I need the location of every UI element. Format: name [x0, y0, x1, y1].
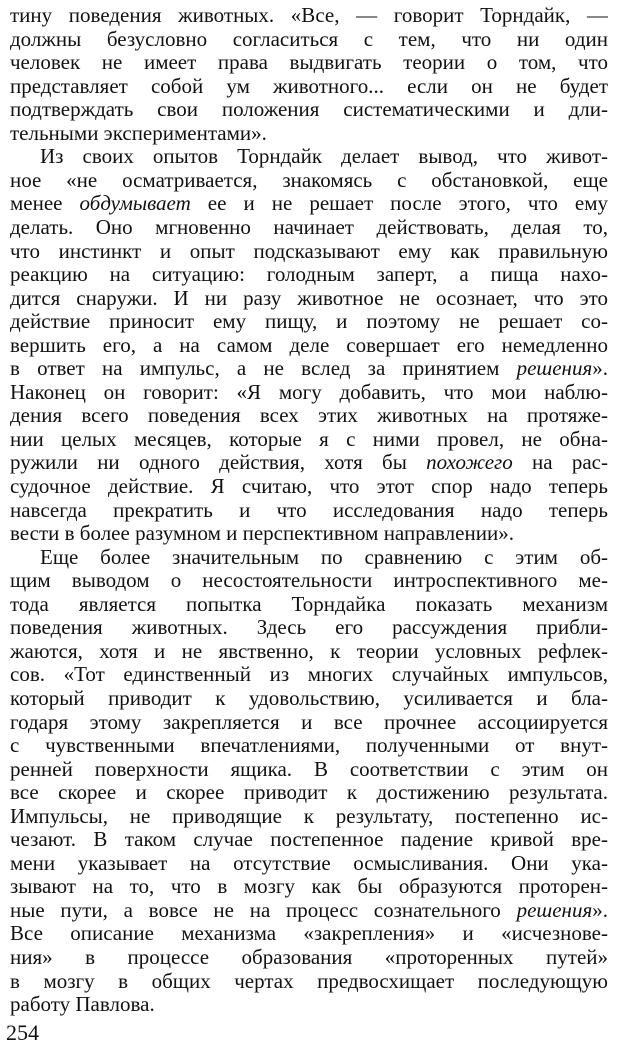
text-line: представляет собой ум животного... если он не будет — [10, 73, 608, 98]
text-line: действие приносит ему пищу, и поэтому не решает со- — [10, 309, 608, 334]
text-line: Еще более значительным по сравнению с этим об- — [40, 544, 608, 569]
text-line: все скорее и скорее приводит к достижению результата. — [10, 780, 608, 805]
text-line: Наконец он говорит: «Я могу добавить, что мои наблю- — [10, 379, 608, 404]
text-line: чезают. В таком случае постепенное падение кривой вре- — [10, 827, 608, 852]
text-line: сов. «Тот единственный из многих случайных импульсов, — [10, 662, 608, 687]
text-line: тода является попытка Торндайка показать механизм — [10, 591, 608, 616]
text-line: в мозгу в общих чертах предвосхищает последующую — [10, 968, 608, 993]
text-line: тину поведения животных. «Все, — говорит Торндайк, — — [10, 3, 608, 27]
text-line: делать. Оно мгновенно начинает действовать, делая то, — [10, 214, 608, 239]
text-line: зывают на то, что в мозгу как бы образуются проторен- — [10, 874, 608, 899]
text-line: ружили ни одного действия, хотя бы похожего на рас- — [10, 450, 608, 475]
text-line: Из своих опытов Торндайк делает вывод, что живот- — [40, 144, 608, 169]
text-line: вершить его, а на самом деле совершает его немедленно — [10, 332, 608, 357]
text-line: Импульсы, не приводящие к результату, постепенно ис- — [10, 803, 608, 828]
text-line: реакцию на ситуацию: голодным заперт, а пища нахо- — [10, 262, 608, 287]
text-line: человек не имеет права выдвигать теории о том, что — [10, 50, 608, 75]
text-line: мени указывает на отсутствие осмысливания. Они ука- — [10, 850, 608, 875]
text-line: менее обдумывает ее и не решает после этого, что ему — [10, 191, 608, 216]
page-number: 254 — [6, 1020, 39, 1045]
text-line: должны безусловно согласиться с тем, что ни один — [10, 26, 608, 51]
text-line: тельными экспериментами». — [10, 120, 267, 145]
text-line: щим выводом о несостоятельности интроспективного ме- — [10, 568, 608, 593]
text-line: судочное действие. Я считаю, что этот спор надо теперь — [10, 474, 608, 498]
text-line: ные пути, а вовсе не на процесс сознательного решения». — [10, 897, 608, 922]
text-line: дится снаружи. И ни разу животное не осознает, что это — [10, 285, 608, 310]
text-line: жаются, хотя и не явственно, к теории условных рефлек- — [10, 638, 608, 663]
text-line: ренней поверхности ящика. В соответствии с этим он — [10, 756, 608, 781]
text-line: ния» в процессе образования «проторенных путей» — [10, 945, 608, 969]
text-line: ное «не осматривается, знакомясь с обстановкой, еще — [10, 167, 608, 192]
text-line: поведения животных. Здесь его рассуждения прибли- — [10, 615, 608, 640]
text-line: навсегда прекратить и что исследования надо теперь — [10, 497, 608, 522]
text-line: в ответ на импульс, а не вслед за принятием решения». — [10, 356, 608, 381]
text-line: дения всего поведения всех этих животных на протяже- — [10, 403, 608, 428]
text-line: с чувственными впечатлениями, полученными от внут- — [10, 733, 608, 758]
text-line: который приводит к удовольствию, усиливается и бла- — [10, 685, 608, 710]
text-line: годаря этому закрепляется и все прочнее ассоциируется — [10, 709, 608, 734]
text-line: подтверждать свои положения систематическими и дли- — [10, 97, 608, 122]
text-line: вести в более разумном и перспективном направлении». — [10, 521, 514, 546]
text-line: работу Павлова. — [10, 992, 155, 1017]
text-line: что инстинкт и опыт подсказывают ему как правильную — [10, 238, 608, 263]
text-line: Все описание механизма «закрепления» и «исчезнове- — [10, 921, 608, 946]
text-line: нии целых месяцев, которые я с ними провел, не обна- — [10, 426, 608, 451]
